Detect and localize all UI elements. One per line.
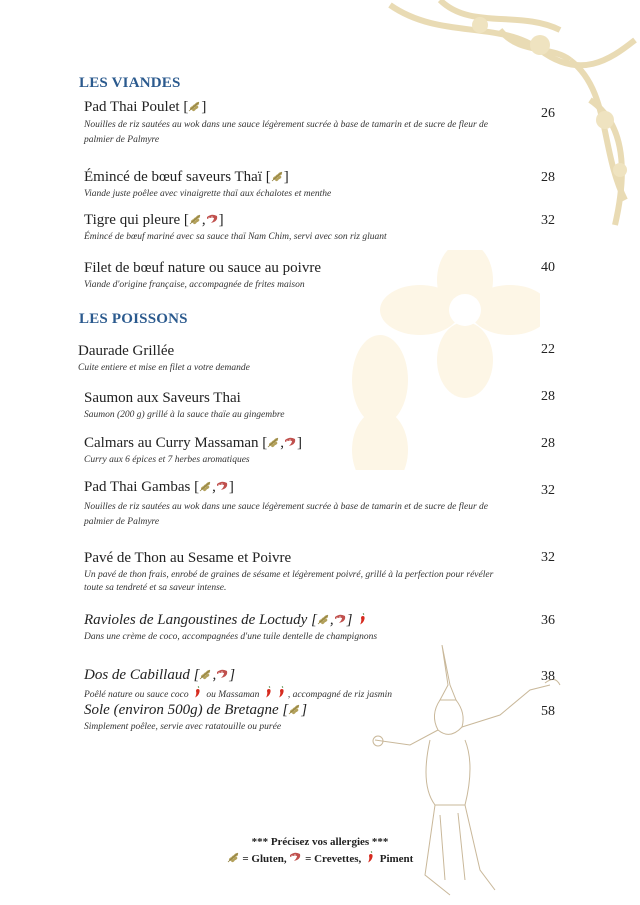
dish-name bbox=[84, 260, 559, 277]
legend-label: Piment bbox=[376, 853, 414, 865]
wheat-icon bbox=[288, 703, 301, 715]
dish-price: 26 bbox=[541, 106, 555, 121]
dish-description: Viande d'origine française, accompagnée de frites maison bbox=[84, 280, 305, 290]
dish-title: Pavé de Thon au Sesame et Poivre bbox=[84, 550, 292, 566]
menu-item bbox=[84, 212, 559, 244]
separator: , bbox=[201, 212, 206, 228]
menu-item bbox=[84, 702, 559, 734]
dish-name bbox=[84, 435, 559, 452]
shrimp-icon bbox=[334, 613, 347, 625]
dish-price: 40 bbox=[541, 260, 555, 275]
bracket: [ bbox=[179, 99, 189, 115]
dish-title: Pad Thai Poulet bbox=[84, 99, 180, 115]
section-heading-viandes: LES VIANDES bbox=[79, 75, 181, 91]
dish-price: 32 bbox=[541, 483, 555, 498]
dish-title: Pad Thai Gambas bbox=[84, 479, 191, 495]
legend-label: = Crevettes, bbox=[302, 853, 364, 865]
description-text: Poêlé nature ou sauce coco bbox=[84, 690, 192, 700]
dish-description: Viande juste poêlee avec vinaigrette thaï aux échalotes et menthe bbox=[84, 189, 332, 199]
menu-item bbox=[84, 667, 559, 702]
dish-title: Ravioles de Langoustines de Loctudy bbox=[84, 612, 308, 628]
dish-title: Saumon aux Saveurs Thai bbox=[84, 390, 241, 406]
separator: , bbox=[212, 667, 217, 683]
dish-name bbox=[84, 169, 559, 186]
dish-price: 32 bbox=[541, 550, 555, 565]
dish-description: Nouilles de riz sautées au wok dans une sauce légèrement sucrée à base de tamarin et de sucre de fleur de palmier de Palmyre bbox=[84, 502, 489, 527]
dish-name bbox=[84, 667, 559, 684]
chili-icon bbox=[356, 613, 369, 625]
bracket: ] bbox=[346, 612, 353, 628]
wheat-icon bbox=[267, 436, 280, 448]
bracket: ] bbox=[201, 99, 207, 115]
bracket: ] bbox=[297, 435, 303, 451]
bracket: ] bbox=[229, 667, 236, 683]
menu-item bbox=[84, 260, 559, 292]
chili-icon bbox=[191, 686, 204, 698]
shrimp-icon bbox=[216, 480, 229, 492]
dish-description: Simplement poêlee, servie avec ratatouille ou purée bbox=[84, 722, 282, 732]
bracket: [ bbox=[189, 667, 200, 683]
shrimp-icon bbox=[289, 851, 302, 863]
chili-icon bbox=[262, 686, 275, 698]
dish-price: 28 bbox=[541, 170, 555, 185]
wheat-icon bbox=[188, 100, 201, 112]
separator: , bbox=[212, 479, 216, 495]
shrimp-icon bbox=[284, 436, 297, 448]
separator: , bbox=[329, 612, 334, 628]
menu-item bbox=[84, 612, 559, 644]
bracket: [ bbox=[307, 612, 317, 628]
wheat-icon bbox=[199, 668, 212, 680]
dish-price: 38 bbox=[541, 669, 555, 684]
dish-price: 22 bbox=[541, 342, 555, 357]
menu-item bbox=[84, 479, 559, 530]
dish-name bbox=[84, 550, 559, 567]
description-text: ou Massaman bbox=[204, 690, 262, 700]
dish-title: Daurade Grillée bbox=[78, 343, 175, 359]
dish-title: Sole (environ 500g) de Bretagne bbox=[84, 702, 279, 718]
dish-price: 28 bbox=[541, 436, 555, 451]
bracket: ] bbox=[228, 479, 234, 495]
dish-description: Nouilles de riz sautées au wok dans une sauce légèrement sucrée à base de tamarin et de sucre de fleur de palmier de Palmyre bbox=[84, 120, 489, 145]
shrimp-icon bbox=[216, 668, 229, 680]
bracket: [ bbox=[190, 479, 200, 495]
menu-item bbox=[84, 435, 559, 467]
dish-title: Émincé de bœuf saveurs Thaï bbox=[84, 169, 263, 185]
bracket: [ bbox=[180, 212, 189, 228]
dish-name bbox=[84, 99, 559, 116]
bracket: [ bbox=[278, 702, 289, 718]
shrimp-icon bbox=[206, 213, 219, 225]
dish-name bbox=[78, 343, 553, 360]
dish-name bbox=[84, 212, 559, 229]
dish-description: Curry aux 6 épices et 7 herbes aromatiques bbox=[84, 455, 250, 465]
separator: , bbox=[280, 435, 285, 451]
chili-icon bbox=[364, 851, 377, 863]
menu-item bbox=[84, 550, 559, 595]
legend-label: = Gluten, bbox=[239, 853, 290, 865]
menu-item bbox=[78, 343, 553, 375]
dish-name bbox=[84, 612, 559, 629]
section-heading-poissons: LES POISSONS bbox=[79, 311, 188, 327]
wheat-icon bbox=[189, 213, 202, 225]
dish-description: Dans une crème de coco, accompagnées d'une tuile dentelle de champignons bbox=[84, 632, 378, 642]
description-text: , accompagné de riz jasmin bbox=[287, 690, 393, 700]
dish-description: Émincé de bœuf mariné avec sa sauce thaï Nam Chim, servi avec son riz gluant bbox=[84, 232, 387, 242]
dish-description: Cuite entiere et mise en filet a votre demande bbox=[78, 363, 250, 373]
bracket: [ bbox=[258, 435, 268, 451]
dish-title: Dos de Cabillaud bbox=[84, 667, 190, 683]
dish-name bbox=[84, 479, 559, 496]
bracket: ] bbox=[283, 169, 289, 185]
wheat-icon bbox=[271, 170, 284, 182]
dish-price: 28 bbox=[541, 389, 555, 404]
dish-name bbox=[84, 702, 559, 719]
wheat-icon bbox=[227, 851, 240, 863]
dish-description: Un pavé de thon frais, enrobé de graines de sésame et légèrement poivré, grillé à la perfection pour révéler toute sa tendreté et sa saveur intense. bbox=[84, 570, 494, 593]
chili-icon bbox=[275, 686, 288, 698]
allergy-notice: *** Précisez vos allergies *** bbox=[251, 836, 389, 848]
dish-title: Calmars au Curry Massaman bbox=[84, 435, 259, 451]
dish-name bbox=[84, 390, 559, 407]
dish-title: Filet de bœuf nature ou sauce au poivre bbox=[84, 260, 322, 276]
dish-description bbox=[84, 686, 504, 702]
menu-item bbox=[84, 99, 559, 148]
dish-title: Tigre qui pleure bbox=[84, 212, 181, 228]
allergen-legend bbox=[0, 851, 640, 865]
wheat-icon bbox=[199, 480, 212, 492]
dish-price: 36 bbox=[541, 613, 555, 628]
menu-item bbox=[84, 390, 559, 422]
bracket: [ bbox=[262, 169, 271, 185]
dish-price: 32 bbox=[541, 213, 555, 228]
wheat-icon bbox=[317, 613, 330, 625]
dish-description: Saumon (200 g) grillé à la sauce thaïe au gingembre bbox=[84, 410, 285, 420]
menu-item bbox=[84, 169, 559, 201]
bracket: ] bbox=[218, 212, 224, 228]
dish-price: 58 bbox=[541, 704, 555, 719]
bracket: ] bbox=[301, 702, 308, 718]
